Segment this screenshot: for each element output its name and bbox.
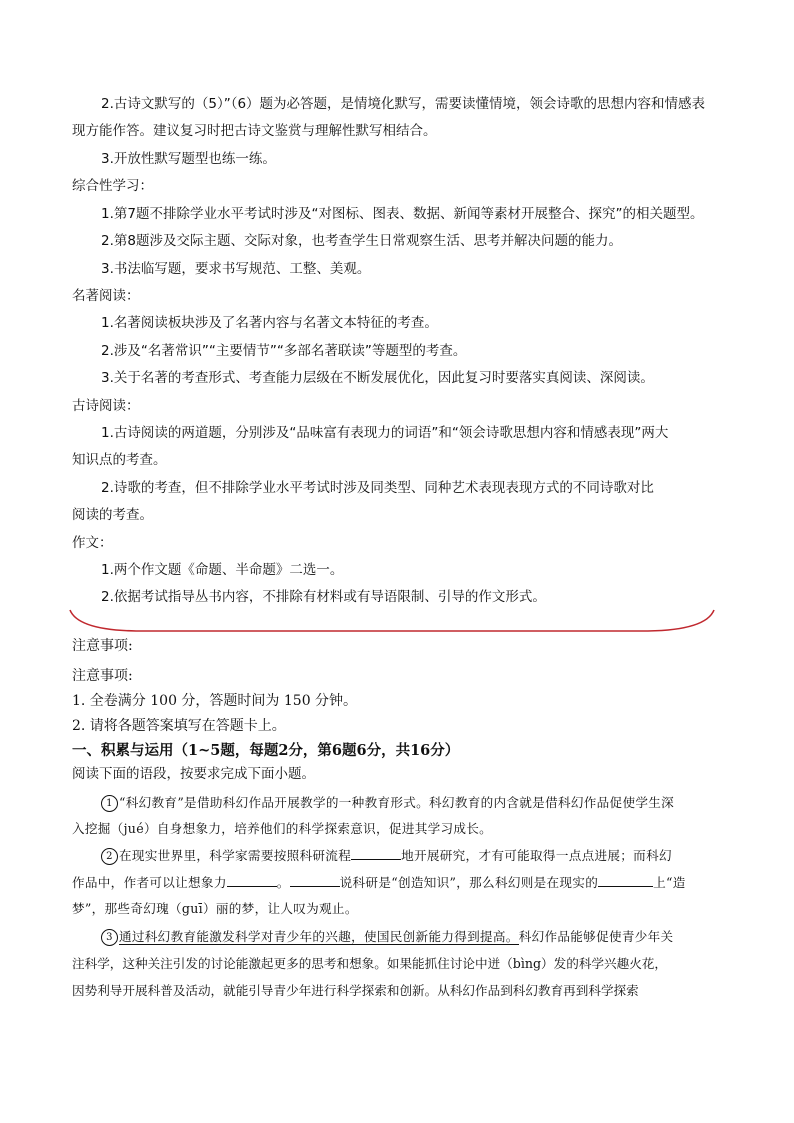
passage-text: 地开展研究，才有可能取得一点点进展；而科幻 (401, 848, 672, 863)
passage-text: 作品中，作者可以让想象力 (72, 875, 227, 890)
section-heading: 作文： (72, 535, 113, 551)
paragraph-number: 2 (101, 848, 118, 865)
passage-text: “科幻教育”是借助科幻作品开展教学的一种教育形式。科幻教育的内含就是借科幻作品促使学生深 (119, 795, 675, 810)
text-line: 1.两个作文题《命题、半命题》二选一。 (101, 562, 344, 578)
section-heading: 综合性学习： (72, 178, 153, 194)
passage-line (101, 793, 674, 813)
paragraph-number: 1 (101, 795, 118, 812)
section-heading: 古诗阅读： (72, 398, 140, 414)
text-line: 1.名著阅读板块涉及了名著内容与名著文本特征的考查。 (101, 315, 438, 331)
passage-text: 上“造 (653, 875, 686, 890)
passage-line: 注科学，这种关注引发的讨论能激起更多的思考和想象。如果能抓住讨论中迸（bìng）发的科学兴趣火花， (72, 956, 667, 971)
instruction: 阅读下面的语段，按要求完成下面小题。 (72, 766, 315, 782)
notice-heading: 注意事项: (72, 638, 133, 654)
passage-line (72, 873, 686, 893)
section-title: 一、积累与运用（1~5题，每题2分，第6题6分，共16分） (72, 742, 460, 759)
fill-blank[interactable] (290, 874, 340, 887)
fill-blank[interactable] (351, 847, 401, 860)
text-line: 3.关于名著的考查形式、考查能力层级在不断发展优化，因此复习时要落实真阅读、深阅读。 (101, 370, 654, 386)
text-line: 3.书法临写题，要求书写规范、工整、美观。 (101, 261, 371, 277)
underlined-sentence: 通过科幻教育能激发科学对青少年的兴趣，使国民创新能力得到提高。 (119, 929, 519, 944)
notice-item: 1. 全卷满分 100 分，答题时间为 150 分钟。 (72, 693, 358, 709)
passage-text: 科幻作品能够促使青少年关 (518, 929, 674, 944)
passage-line: 梦”，那些奇幻瑰（guī）丽的梦，让人叹为观止。 (72, 901, 358, 916)
fill-blank[interactable] (598, 874, 653, 887)
passage-text: 在现实世界里，科学家需要按照科研流程 (119, 848, 352, 863)
text-line: 2.诗歌的考查，但不排除学业水平考试时涉及同类型、同种艺术表现表现方式的不同诗歌对比 (101, 480, 654, 496)
passage-text: 说科研是“创造知识”，那么科幻则是在现实的 (339, 875, 599, 890)
text-line: 3.开放性默写题型也练一练。 (101, 151, 276, 167)
text-line: 阅读的考查。 (72, 507, 153, 523)
text-line: 2.古诗文默写的（5）”（6）题为必答题，是情境化默写，需要读懂情境，领会诗歌的思想内容和情感表 (101, 96, 706, 112)
fill-blank[interactable] (227, 874, 277, 887)
passage-line (101, 927, 673, 947)
passage-text: 。 (276, 875, 290, 890)
text-line: 2.涉及“名著常识”“主要情节”“多部名著联读”等题型的考查。 (101, 343, 467, 359)
text-line: 1.古诗阅读的两道题，分别涉及“品味富有表现力的词语”和“领会诗歌思想内容和情感表现”两大 (101, 425, 669, 441)
passage-line: 因势利导开展科普及活动，就能引导青少年进行科学探索和创新。从科幻作品到科幻教育再到科学探索 (72, 983, 639, 998)
text-line: 2.第8题涉及交际主题、交际对象，也考查学生日常观察生活、思考并解决问题的能力。 (101, 233, 622, 249)
text-line: 现方能作答。建议复习时把古诗文鉴赏与理解性默写相结合。 (72, 123, 437, 139)
passage-line: 入挖掘（jué）自身想象力，培养他们的科学探索意识，促进其学习成长。 (72, 821, 493, 836)
section-heading: 名著阅读： (72, 288, 140, 304)
text-line: 1.第7题不排除学业水平考试时涉及“对图标、图表、数据、新闻等素材开展整合、探究”的相关题型。 (101, 206, 704, 222)
paragraph-number: 3 (101, 929, 118, 946)
text-line: 2.依据考试指导丛书内容，不排除有材料或有导语限制、引导的作文形式。 (101, 589, 546, 605)
red-arc-divider (66, 606, 718, 636)
passage-line (101, 846, 672, 866)
text-line: 知识点的考查。 (72, 452, 167, 468)
notice-heading: 注意事项: (72, 668, 133, 684)
notice-item: 2. 请将各题答案填写在答题卡上。 (72, 718, 286, 734)
